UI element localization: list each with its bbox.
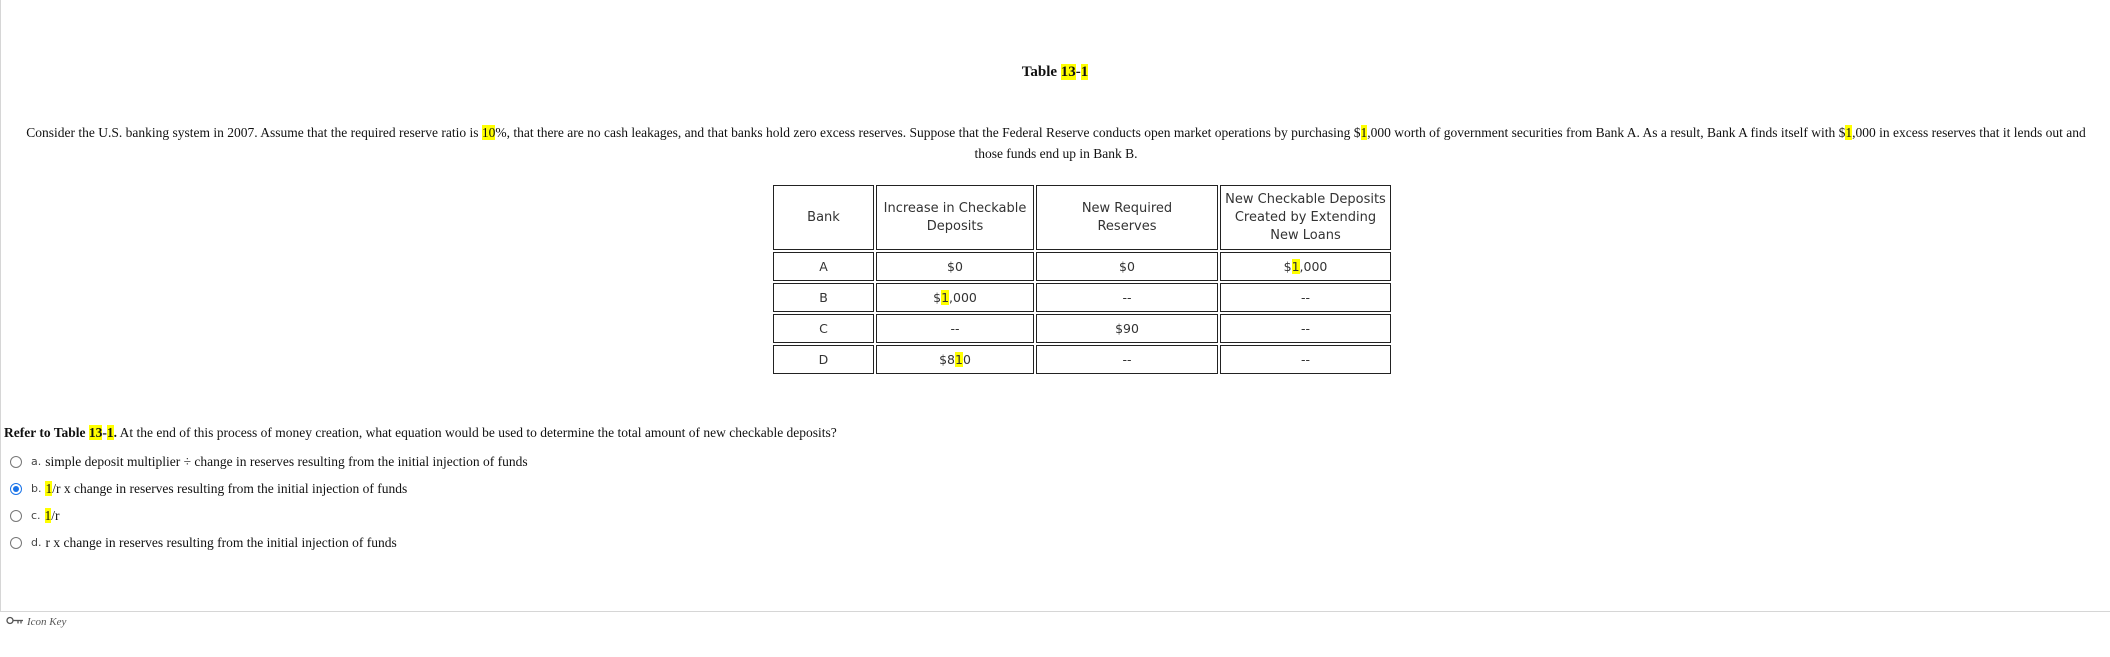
footer-divider	[0, 611, 2110, 612]
answer-option-d[interactable]	[10, 529, 528, 556]
header-new-required-reserves: New Required Reserves	[1036, 185, 1218, 250]
answer-option-b[interactable]	[10, 475, 528, 502]
answer-text: 1/r	[44, 507, 60, 523]
icon-key-link[interactable]	[6, 616, 66, 628]
icon-key-label: Icon Key	[27, 616, 67, 628]
cell-required: $0	[1036, 252, 1218, 281]
table-row	[773, 345, 1391, 374]
money-creation-table	[771, 183, 1393, 376]
table-header-row	[773, 185, 1391, 250]
answer-letter: c.	[31, 509, 41, 522]
header-bank: Bank	[773, 185, 874, 250]
cell-bank: D	[773, 345, 874, 374]
radio-button-c[interactable]	[10, 510, 22, 522]
answer-letter: d.	[31, 536, 42, 549]
table-row	[773, 252, 1391, 281]
cell-increase: $810	[876, 345, 1034, 374]
radio-button-b-selected[interactable]	[10, 483, 22, 495]
key-icon	[6, 616, 24, 628]
answer-text: 1/r x change in reserves resulting from the initial injection of funds	[45, 480, 408, 496]
left-border	[0, 0, 1, 612]
radio-button-a[interactable]	[10, 456, 22, 468]
answer-text: r x change in reserves resulting from the initial injection of funds	[45, 534, 397, 550]
table-title: Table 13-1	[1021, 64, 1089, 80]
answer-choices	[10, 448, 528, 556]
cell-increase: --	[876, 314, 1034, 343]
cell-new-deposits: $1,000	[1220, 252, 1391, 281]
header-new-deposits-loans: New Checkable Deposits Created by Extending New Loans	[1220, 185, 1391, 250]
cell-new-deposits: --	[1220, 314, 1391, 343]
question-text: Refer to Table 13-1. At the end of this process of money creation, what equation would be used to determine the total amount of new checkable deposits?	[4, 425, 837, 440]
cell-increase: $0	[876, 252, 1034, 281]
cell-required: $90	[1036, 314, 1218, 343]
table-row	[773, 314, 1391, 343]
answer-text: simple deposit multiplier ÷ change in reserves resulting from the initial injection of funds	[45, 453, 528, 469]
cell-required: --	[1036, 345, 1218, 374]
cell-bank: C	[773, 314, 874, 343]
intro-paragraph: Consider the U.S. banking system in 2007. Assume that the required reserve ratio is 10%, that there are no cash leakages, and that banks hold zero excess reserves. Suppose that the Federal Reserve conducts open market operations by purchasing $1,000 worth of government securities from Bank A. As a result, Bank A finds itself with $1,000 in excess reserves that it lends out and those funds end up in Bank B.	[26, 125, 2086, 161]
table-row	[773, 283, 1391, 312]
cell-new-deposits: --	[1220, 345, 1391, 374]
answer-letter: a.	[31, 455, 42, 468]
cell-new-deposits: --	[1220, 283, 1391, 312]
radio-button-d[interactable]	[10, 537, 22, 549]
cell-bank: A	[773, 252, 874, 281]
header-increase-deposits: Increase in Checkable Deposits	[876, 185, 1034, 250]
cell-increase: $1,000	[876, 283, 1034, 312]
cell-required: --	[1036, 283, 1218, 312]
answer-option-a[interactable]	[10, 448, 528, 475]
cell-bank: B	[773, 283, 874, 312]
answer-letter: b.	[31, 482, 42, 495]
answer-option-c[interactable]	[10, 502, 528, 529]
